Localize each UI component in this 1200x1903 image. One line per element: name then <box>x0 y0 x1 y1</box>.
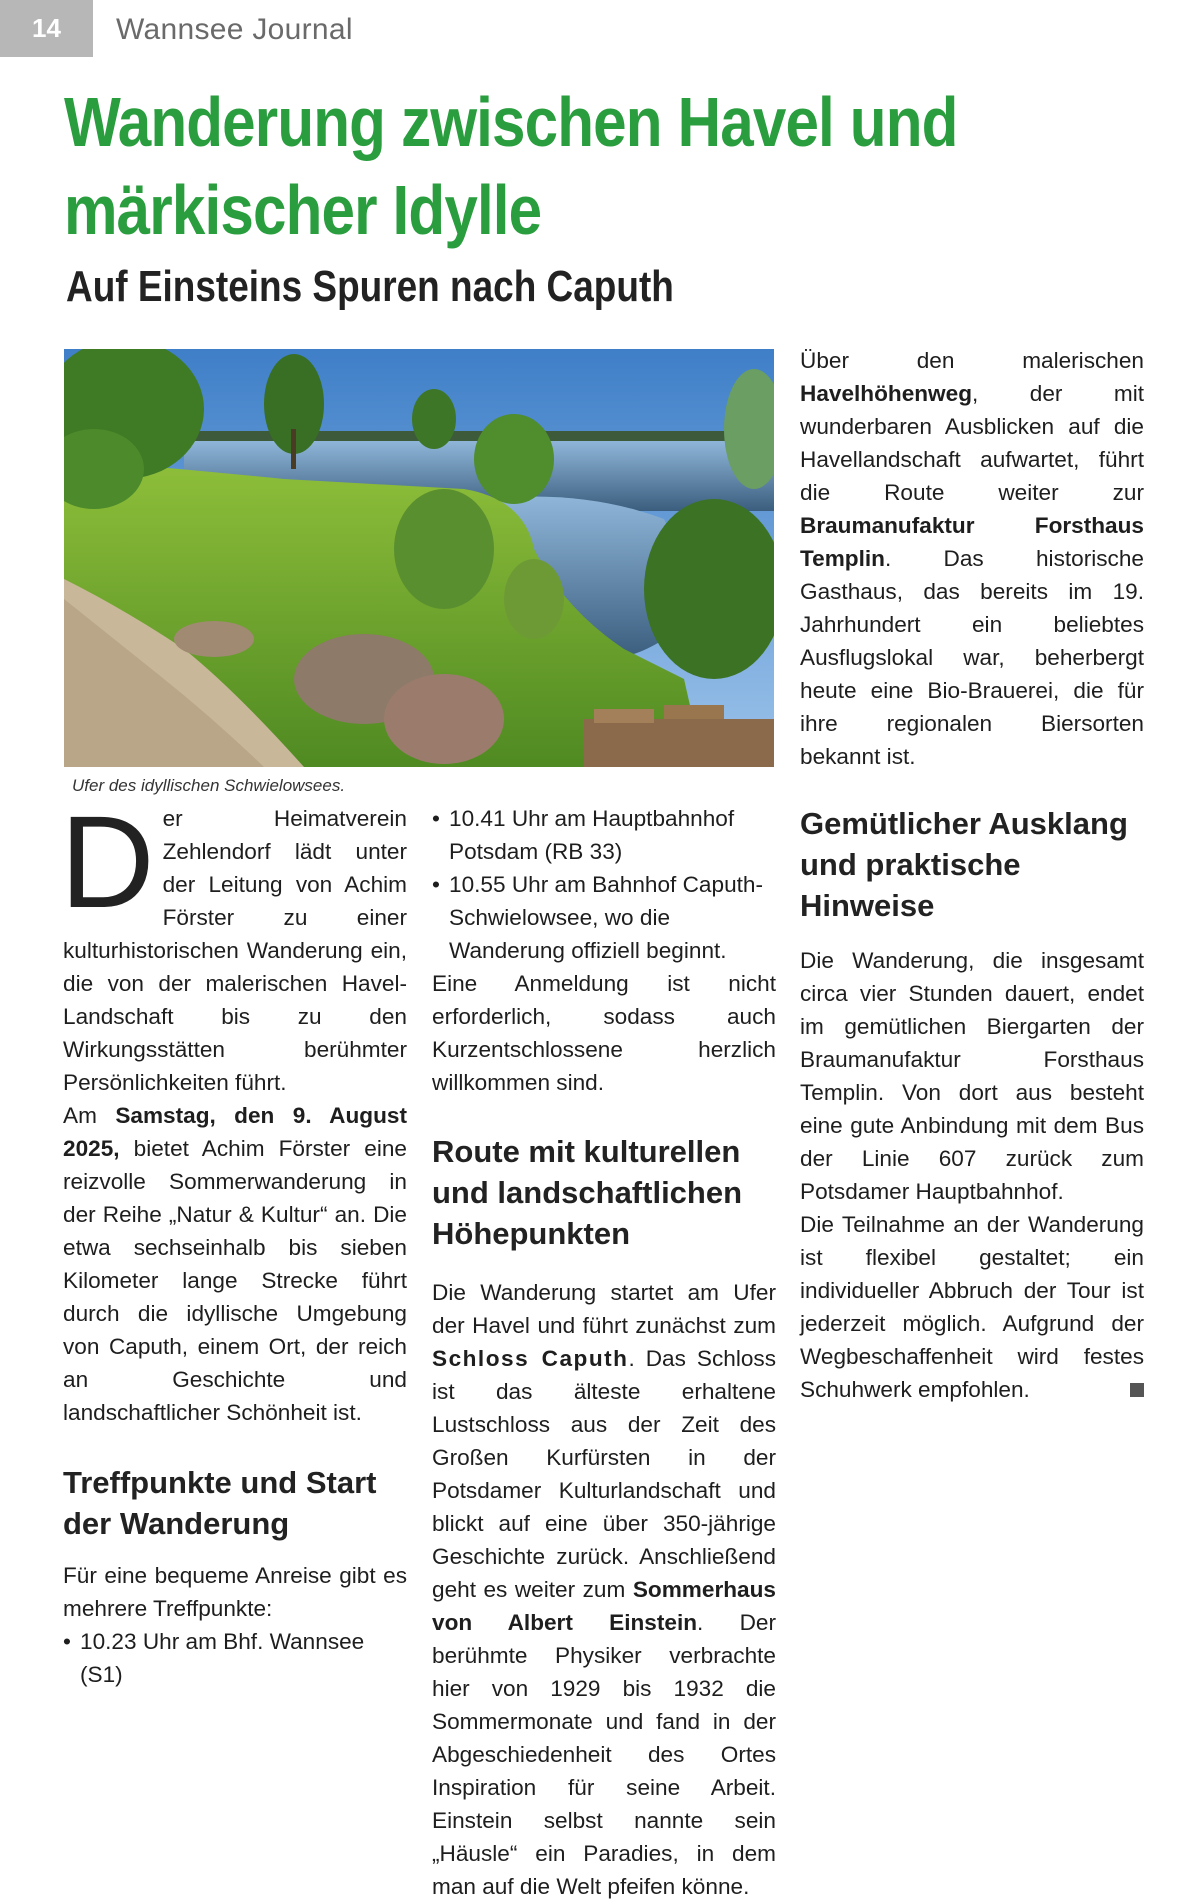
end-paragraph-2 <box>800 1208 1144 1406</box>
meeting-points-list-cont <box>432 802 776 967</box>
intro-text-2-post: bietet Achim Förster eine reizvolle Sommerwanderung in der Reihe „Natur & Kultur“ an. Die etwa sechseinhalb bis sieben Kilometer lange Strecke führt durch die idyllische Umgebung von Caputh, einem Ort, der reich an Geschichte und landschaftlicher Schönheit ist. <box>63 1136 407 1425</box>
end-text-2: Die Teilnahme an der Wanderung ist flexibel gestaltet; ein individueller Abbruch der Tour ist jederzeit möglich. Aufgrund der Wegbeschaffenheit wird festes Schuhwerk empfohlen. <box>800 1212 1144 1402</box>
lake-shore-photo <box>64 349 774 767</box>
route-text-3: . Der berühmte Physiker verbrachte hier von 1929 bis 1932 die Sommermonate und fand in der Abgeschiedenheit des Ortes Inspiration für seine Arbeit. Einstein selbst nannte sein „Häusle“ ein Paradies, in dem man auf die Welt pfeifen könne. <box>432 1610 777 1899</box>
meeting-intro: Für eine bequeme Anreise gibt es mehrere Treffpunkte: <box>63 1563 407 1621</box>
journal-name: Wannsee Journal <box>116 13 353 46</box>
column-2 <box>432 802 776 1903</box>
meeting-point-item: • 10.55 Uhr am Bahnhof Caputh-Schwielowsee, wo die Wanderung offiziell beginnt. <box>432 868 776 967</box>
intro-paragraph-2 <box>63 1099 407 1429</box>
route-p2-text-3: . Das historische Gasthaus, das bereits im 19. Jahrhundert ein beliebtes Ausflugslokal war, beherbergt heute eine Bio-Brauerei, die für ihre regionalen Biersorten bekannt ist. <box>800 546 1144 769</box>
end-paragraph-1: Die Wanderung, die insgesamt circa vier Stunden dauert, endet im gemütlichen Biergarten der Braumanufaktur Forsthaus Templin. Von dort aus besteht eine gute Anbindung mit dem Bus der Linie 607 zurück zum Potsdamer Hauptbahnhof. <box>800 948 1144 1204</box>
route-text-2: . Das Schloss ist das älteste erhaltene Lustschloss aus der Zeit des Großen Kurfürsten in der Potsdamer Kulturlandschaft und blickt auf eine über 350-jährige Geschichte zurück. Anschließend geht es weiter zum <box>432 1346 777 1602</box>
registration-note: Eine Anmeldung ist nicht erforderlich, sodass auch Kurzentschlossene herzlich willkommen sind. <box>432 971 776 1095</box>
page-number: 14 <box>0 0 93 57</box>
highlight-braumanufaktur: Braumanufaktur Forsthaus Templin <box>800 513 1144 571</box>
article-headline: Wanderung zwischen Havel und märkischer Idylle <box>64 83 958 249</box>
section-title-route: Route mit kulturellen und landschaftlichen Höhepunkten <box>432 1134 743 1251</box>
meeting-point-item: • 10.41 Uhr am Hauptbahnhof Potsdam (RB 33) <box>432 802 776 868</box>
highlight-einstein-house: Sommerhaus von Albert Einstein <box>432 1577 776 1635</box>
article-subheadline: Auf Einsteins Spuren nach Caputh <box>66 262 674 311</box>
event-date: Samstag, den 9. August 2025, <box>63 1103 407 1161</box>
route-paragraph-2 <box>800 344 1144 773</box>
meeting-points-list <box>63 1625 407 1691</box>
section-title-meeting: Treffpunkte und Start der Wanderung <box>63 1465 377 1541</box>
intro-paragraph-1 <box>60 788 407 1099</box>
highlight-schloss-caputh: Schloss Caputh <box>432 1346 629 1371</box>
section-title-end: Gemütlicher Ausklang und praktische Hinweise <box>800 806 1128 923</box>
highlight-havelhoehenweg: Havelhöhenweg <box>800 381 973 406</box>
intro-text-1: er Heimatverein Zehlendorf lädt unter der Leitung von Achim Förster zu einer kulturhistorischen Wanderung ein, die von der malerischen Havel-Landschaft bis zu den Wirkungsstätten berühmter Persönlichkeiten führt. <box>63 806 407 1095</box>
route-p2-text-1: Über den malerischen <box>800 348 1144 373</box>
meeting-point-item: • 10.23 Uhr am Bhf. Wannsee (S1) <box>63 1625 407 1691</box>
route-paragraph-1 <box>432 1276 776 1903</box>
end-of-article-square <box>1130 1383 1144 1397</box>
image-caption: Ufer des idyllischen Schwielowsees. <box>72 776 346 795</box>
dropcap-letter: D <box>60 788 155 935</box>
column-3 <box>800 344 1144 1406</box>
intro-text-2-pre: Am <box>63 1103 116 1128</box>
route-text-1: Die Wanderung startet am Ufer der Havel und führt zunächst zum <box>432 1280 776 1338</box>
route-p2-text-2: , der mit wunderbaren Ausblicken auf die Havellandschaft aufwartet, führt die Route weiter zur <box>800 381 1144 505</box>
column-1 <box>60 788 407 1691</box>
